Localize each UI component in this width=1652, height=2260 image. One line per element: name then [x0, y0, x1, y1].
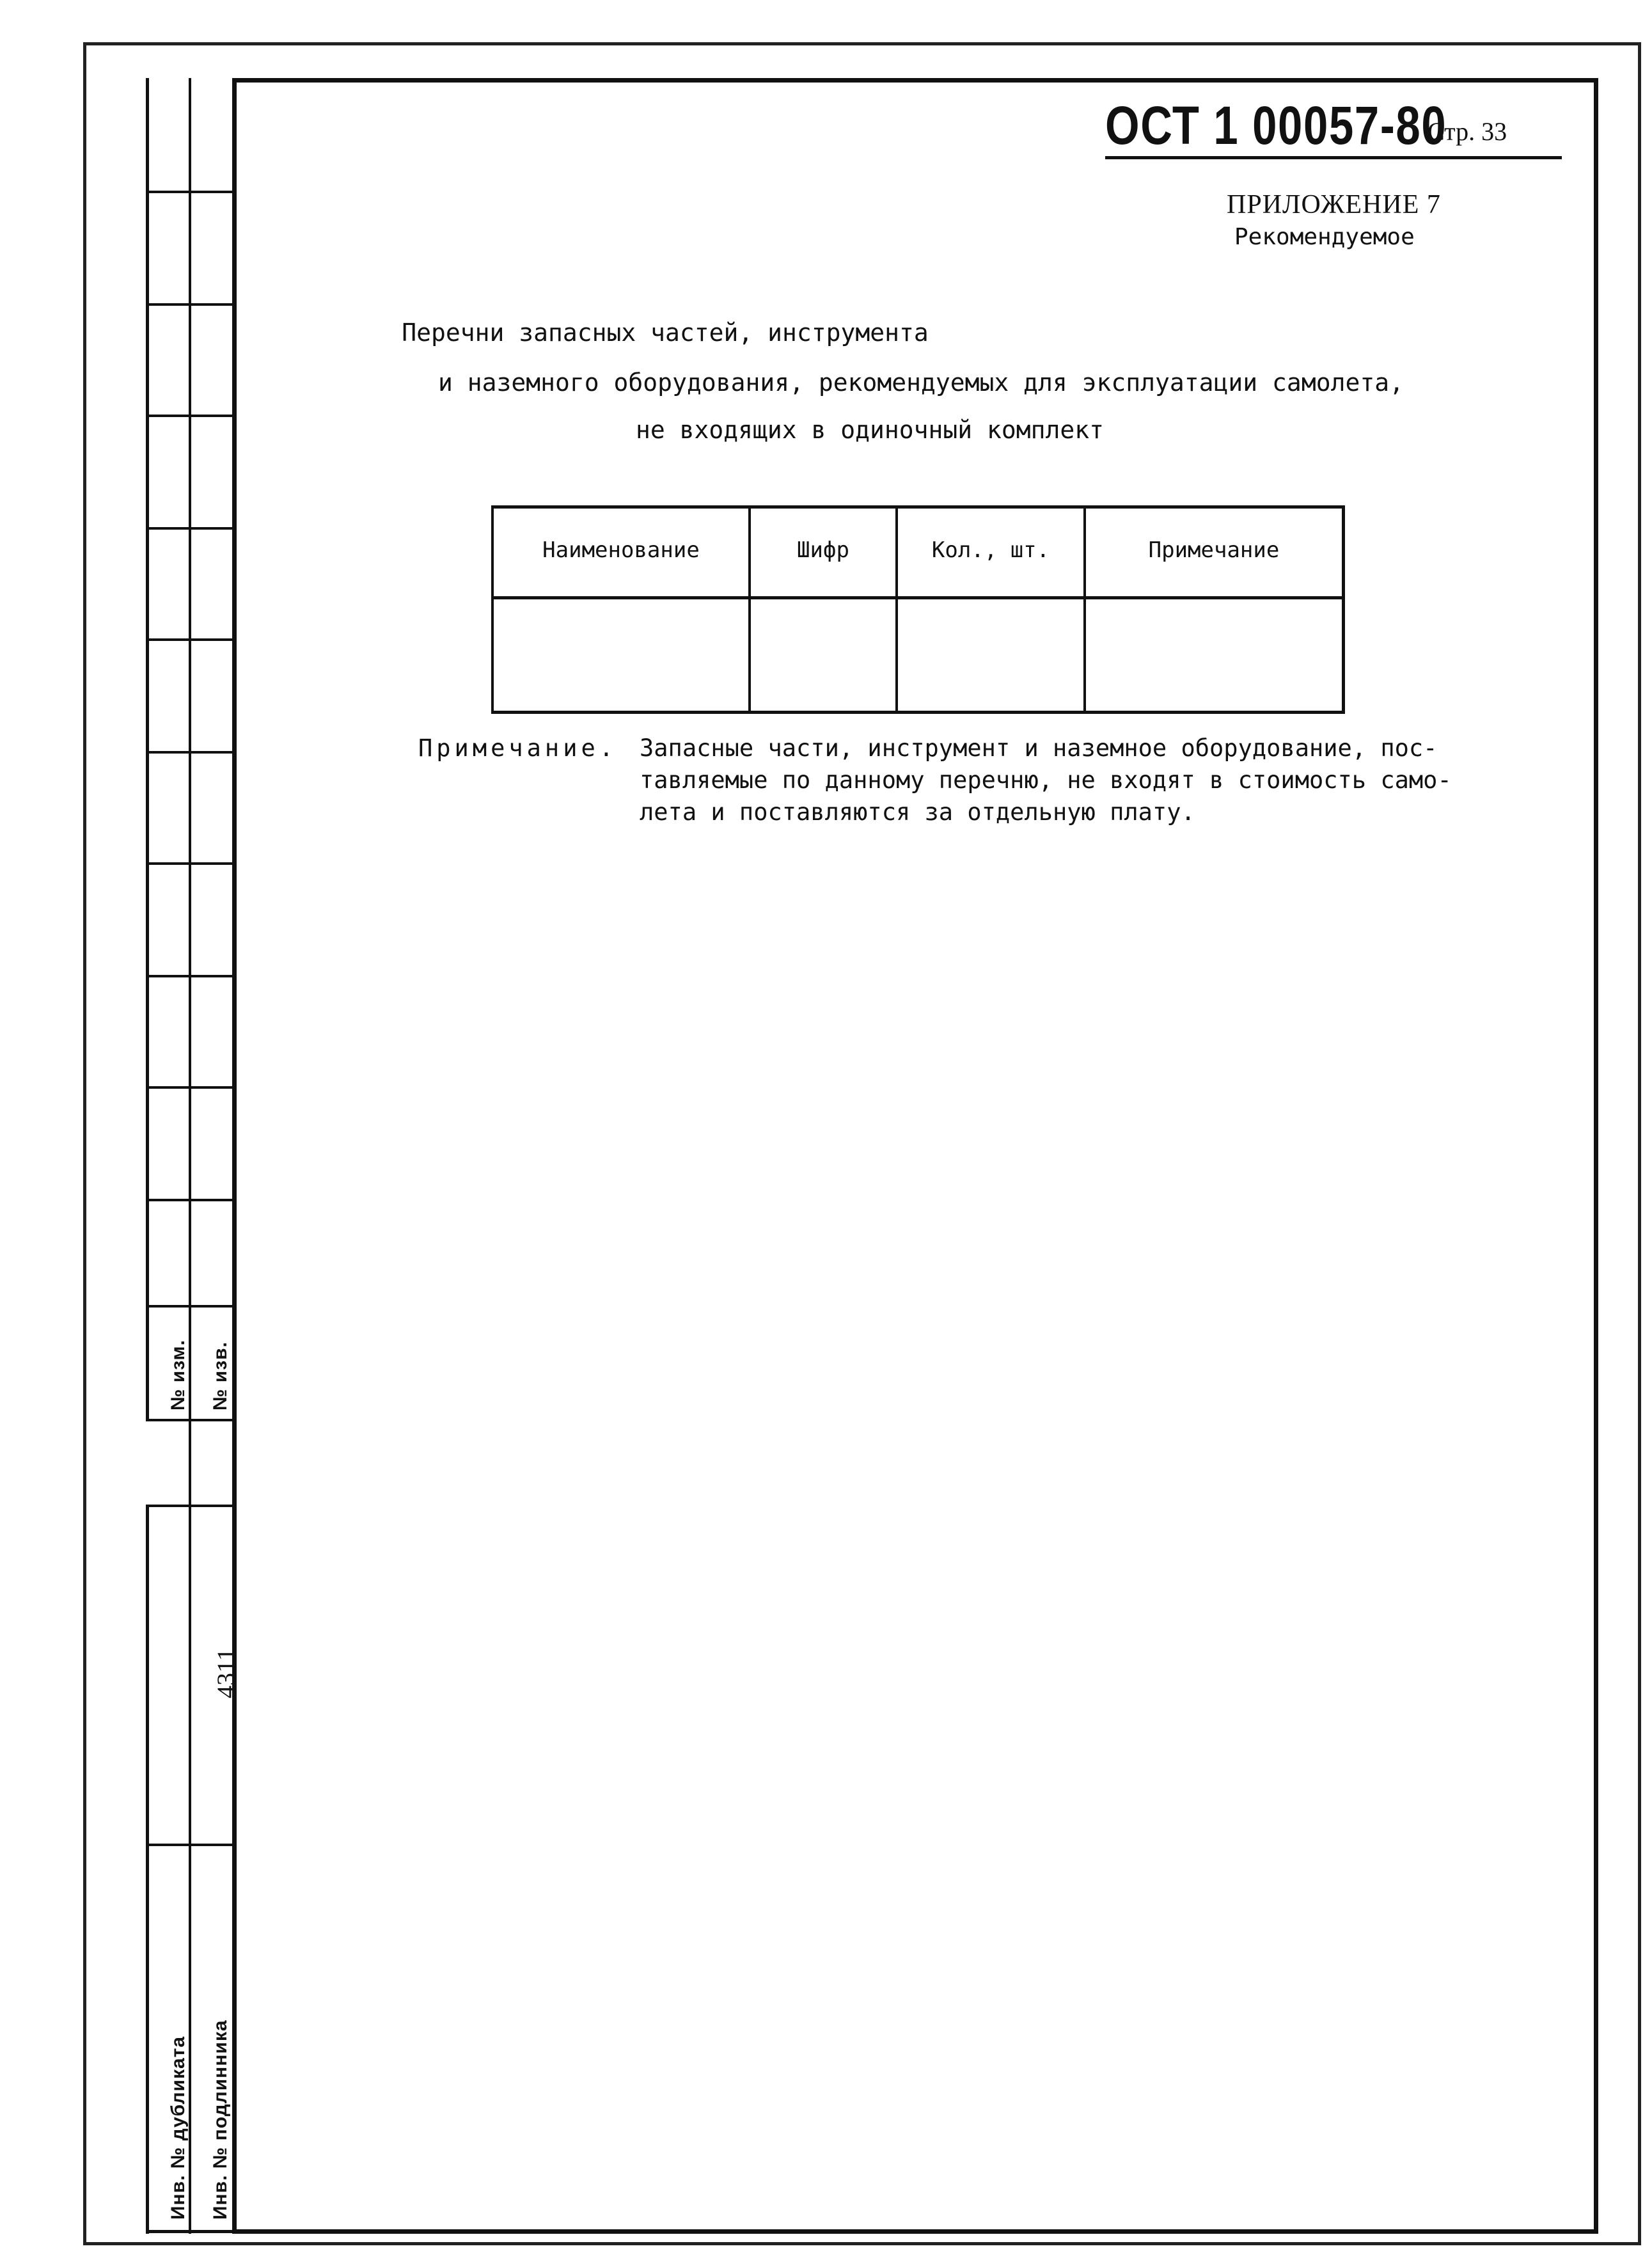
- column-header-code: Шифр: [797, 537, 849, 563]
- margin-row-divider: [146, 527, 235, 530]
- page-number: Стр. 33: [1428, 117, 1507, 146]
- table-bottom-border: [491, 711, 1344, 714]
- margin-row-divider: [146, 303, 235, 306]
- margin-bottom-line: [146, 2230, 235, 2233]
- table-right-border: [1342, 505, 1345, 714]
- note-line-3: лета и поставляются за отдельную плату.: [640, 798, 1195, 826]
- document-code: ОСТ 1 00057-80: [1105, 95, 1447, 155]
- header-rule: [1105, 156, 1562, 159]
- parts-table: [491, 505, 1344, 714]
- duplicate-inventory-label: Инв. № дубликата: [168, 2035, 189, 2220]
- margin-gap-top: [146, 1419, 192, 1421]
- note-line-1: Запасные части, инструмент и наземное оборудование, пос-: [640, 734, 1438, 762]
- title-line-2: и наземного оборудования, рекомендуемых для эксплуатации самолета,: [438, 368, 1404, 397]
- original-inventory-value: 4311: [212, 1648, 240, 1698]
- margin-gap-bottom: [146, 1505, 235, 1507]
- margin-left-line-lower: [146, 1506, 149, 2234]
- margin-mid-line: [189, 78, 191, 2234]
- notice-number-label: № изв.: [210, 1341, 231, 1411]
- title-line-1: Перечни запасных частей, инструмента: [402, 319, 929, 347]
- table-top-border: [491, 505, 1344, 509]
- appendix-title: ПРИЛОЖЕНИЕ 7: [1227, 190, 1441, 219]
- margin-left-line: [146, 78, 149, 1421]
- margin-row-divider: [146, 1844, 235, 1846]
- title-line-3: не входящих в одиночный комплект: [635, 416, 1105, 444]
- margin-notice-bottom: [189, 1419, 235, 1421]
- margin-row-divider: [146, 862, 235, 865]
- margin-row-divider: [146, 1305, 235, 1308]
- appendix-status: Рекомендуемое: [1234, 224, 1415, 250]
- margin-row-divider: [146, 975, 235, 977]
- column-header-name: Наименование: [542, 537, 700, 563]
- margin-row-divider: [146, 1086, 235, 1089]
- margin-row-divider: [146, 1199, 235, 1201]
- margin-row-divider: [146, 751, 235, 754]
- change-number-label: № изм.: [168, 1339, 189, 1411]
- table-header-border: [491, 596, 1344, 599]
- main-frame: [232, 78, 1598, 2234]
- note-line-2: тавляемые по данному перечню, не входят в стоимость само-: [640, 766, 1452, 794]
- margin-row-divider: [146, 415, 235, 417]
- margin-row-divider: [146, 191, 235, 193]
- column-header-note: Примечание: [1148, 537, 1280, 563]
- margin-row-divider: [146, 638, 235, 641]
- note-lead: Примечание.: [418, 734, 618, 762]
- original-inventory-label: Инв. № подлинника: [210, 2019, 231, 2220]
- column-header-quantity: Кол., шт.: [931, 537, 1050, 563]
